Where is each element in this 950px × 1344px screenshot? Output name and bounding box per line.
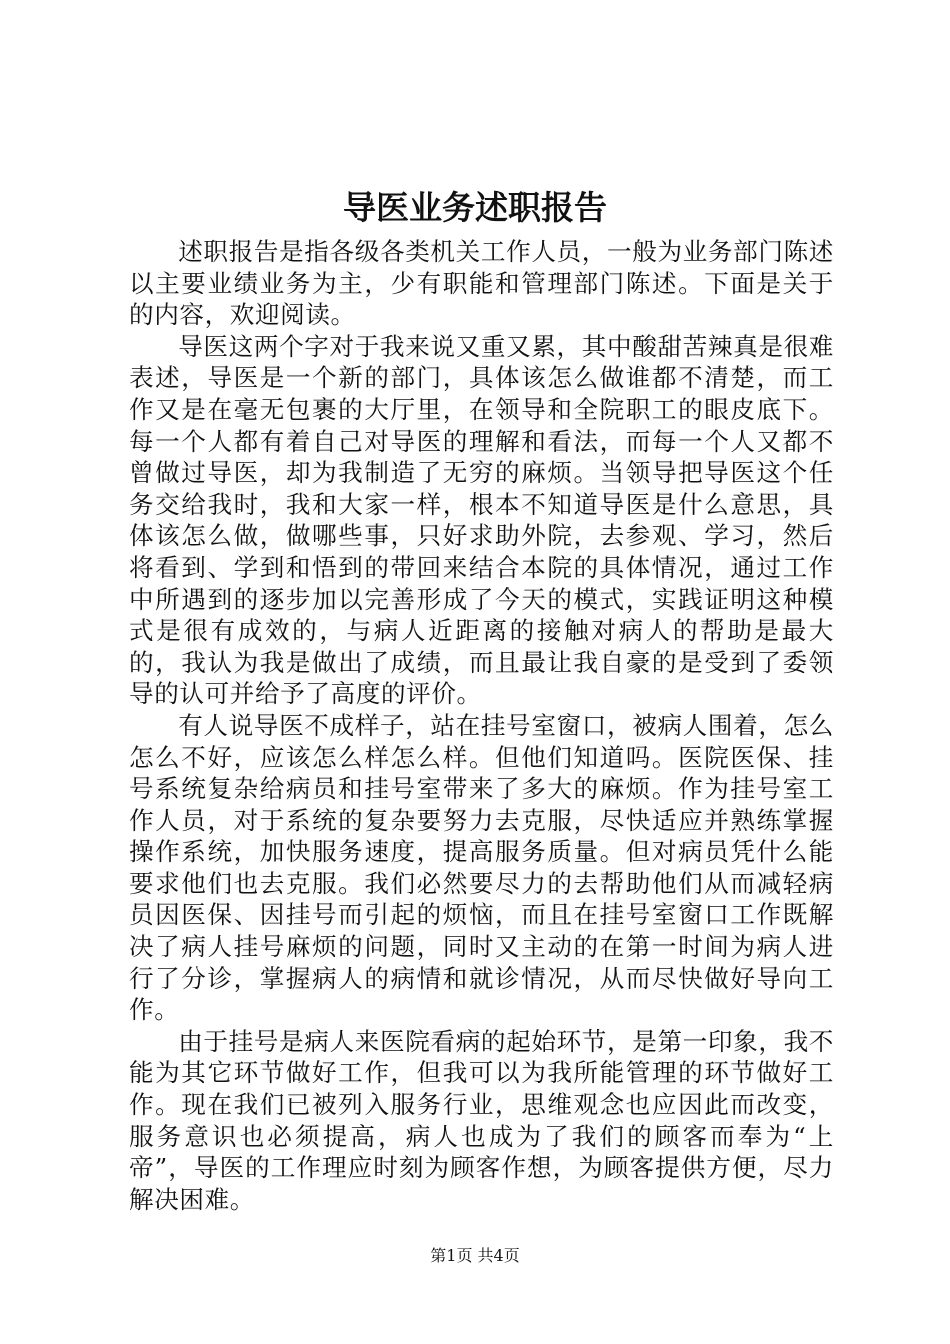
- paragraph-service-awareness: 由于挂号是病人来医院看病的起始环节，是第一印象，我不能为其它环节做好工作，但我可以为我所能管理的环节做好工作。现在我们已被列入服务行业，思维观念也应因此而改变，服务意识也必须提高，病人也成为了我们的顾客而奉为“上帝”，导医的工作理应时刻为顾客作想，为顾客提供方便，尽力解决困难。: [129, 1026, 834, 1214]
- paragraph-registration-window: 有人说导医不成样子，站在挂号室窗口，被病人围着，怎么怎么不好，应该怎么样怎么样。但他们知道吗。医院医保、挂号系统复杂给病员和挂号室带来了多大的麻烦。作为挂号室工作人员，对于系统的复杂要努力去克服，尽快适应并熟练掌握操作系统，加快服务速度，提高服务质量。但对病员凭什么能要求他们也去克服。我们必然要尽力的去帮助他们从而减轻病员因医保、因挂号而引起的烦恼，而且在挂号室窗口工作既解决了病人挂号麻烦的问题，同时又主动的在第一时间为病人进行了分诊，掌握病人的病情和就诊情况，从而尽快做好导向工作。: [129, 710, 834, 1025]
- document-body: [129, 236, 834, 1215]
- paragraph-guide-experience: 导医这两个字对于我来说又重又累，其中酸甜苦辣真是很难表述，导医是一个新的部门，具体该怎么做谁都不清楚，而工作又是在毫无包裹的大厅里，在领导和全院职工的眼皮底下。每一个人都有着自己对导医的理解和看法，而每一个人又都不曾做过导医，却为我制造了无穷的麻烦。当领导把导医这个任务交给我时，我和大家一样，根本不知道导医是什么意思，具体该怎么做，做哪些事，只好求助外院，去参观、学习，然后将看到、学到和悟到的带回来结合本院的具体情况，通过工作中所遇到的逐步加以完善形成了今天的模式，实践证明这种模式是很有成效的，与病人近距离的接触对病人的帮助是最大的，我认为我是做出了成绩，而且最让我自豪的是受到了委领导的认可并给予了高度的评价。: [129, 331, 834, 709]
- document-title: 导医业务述职报告: [343, 188, 607, 227]
- page-footer: 第1页 共4页: [430, 1246, 520, 1265]
- paragraph-intro: 述职报告是指各级各类机关工作人员，一般为业务部门陈述以主要业绩业务为主，少有职能和管理部门陈述。下面是关于的内容，欢迎阅读。: [129, 237, 834, 330]
